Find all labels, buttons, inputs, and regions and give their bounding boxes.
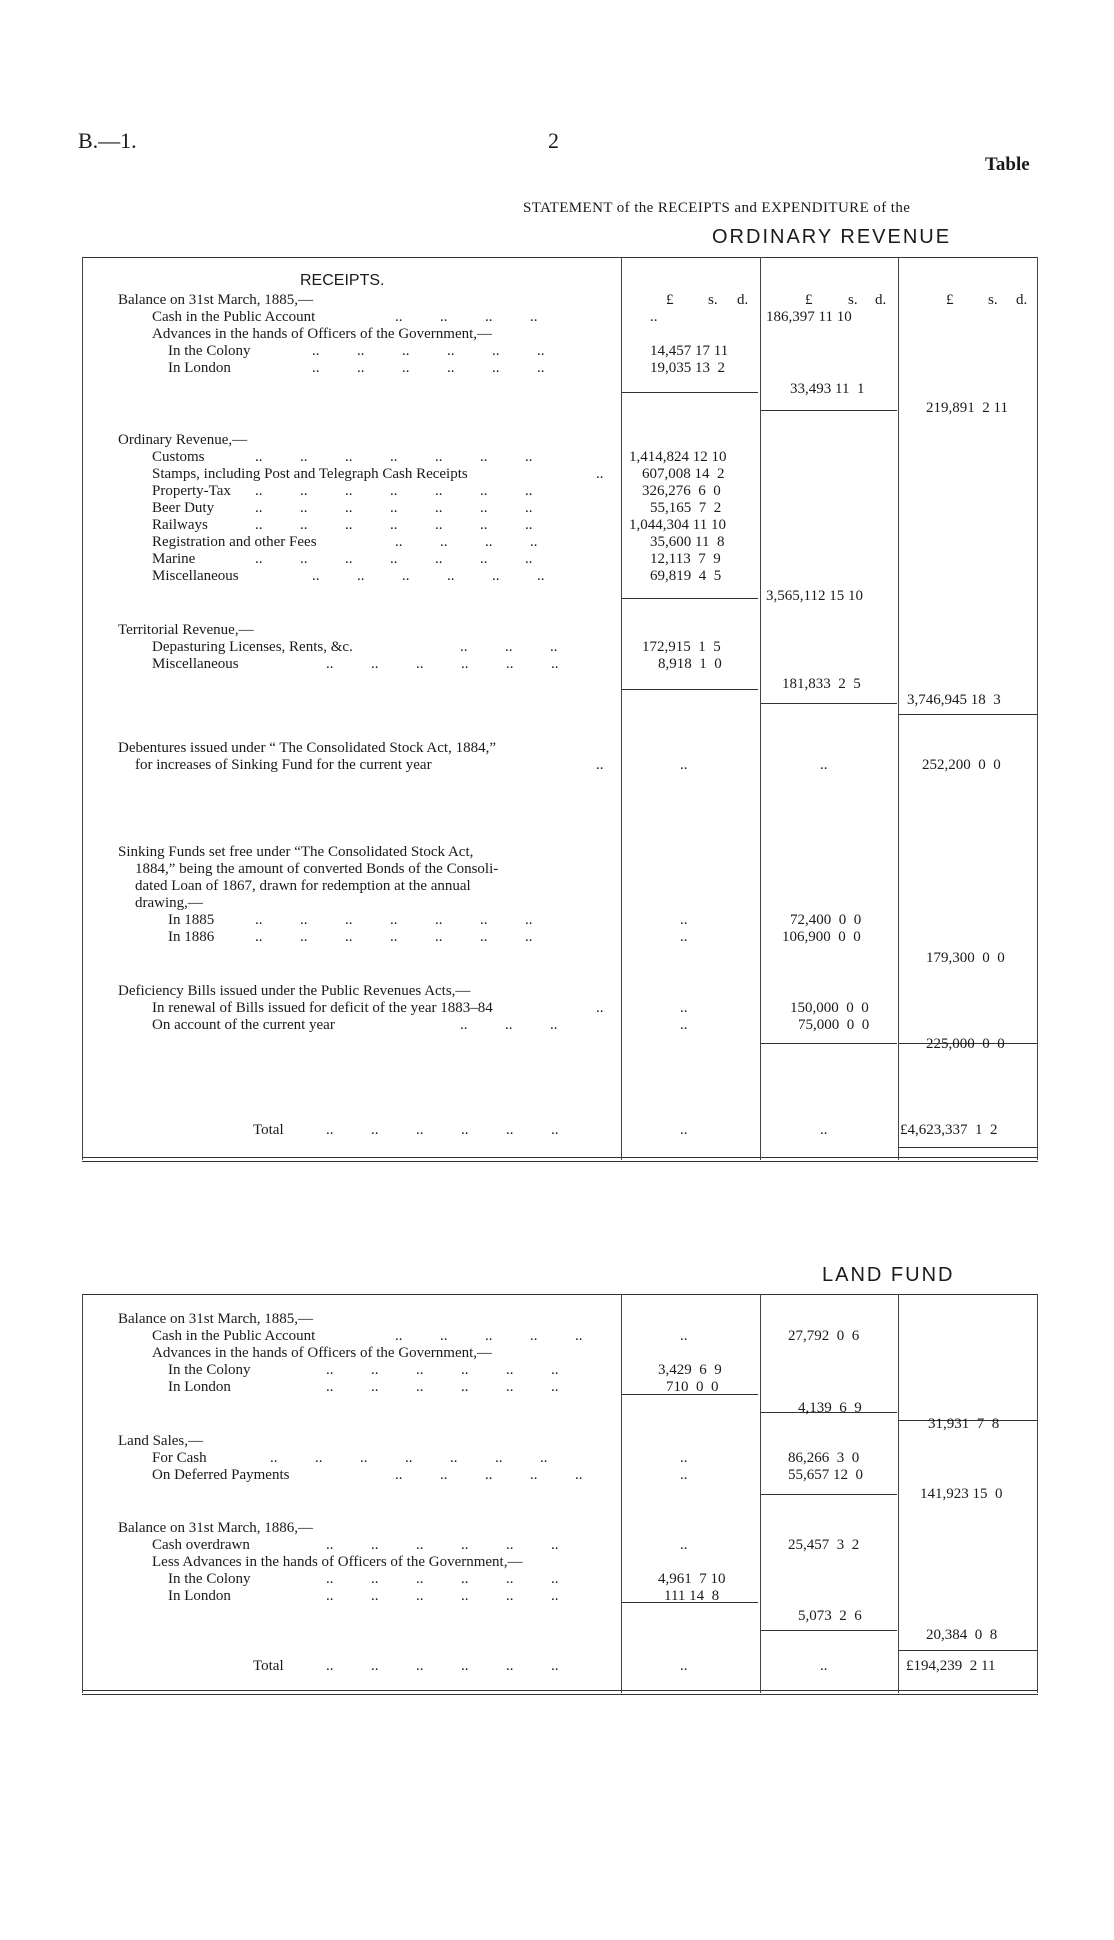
- empty-marker: ..: [680, 1537, 688, 1553]
- balance-total: 31,931 7 8: [928, 1416, 1000, 1432]
- territorial-item-amount: 8,918 1 0: [658, 656, 722, 672]
- balance-1886-total: 20,384 0 8: [926, 1627, 998, 1643]
- revenue-item-amount: 326,276 6 0: [642, 483, 721, 499]
- in-london-amount: 111 14 8: [664, 1588, 720, 1604]
- advances-heading: Advances in the hands of Officers of the Government,—: [152, 1345, 493, 1361]
- pound-head: £: [946, 292, 954, 308]
- shilling-head: s.: [848, 292, 858, 308]
- sinking-line: Sinking Funds set free under “The Consolidated Stock Act,: [118, 844, 474, 860]
- debentures-line-2: for increases of Sinking Fund for the current year: [135, 757, 432, 773]
- table-bottom-rule: [82, 1690, 1038, 1695]
- subtotal-rule: [761, 703, 897, 704]
- leader-dots: .. .. .. .. .. ..: [326, 1571, 559, 1587]
- in-colony-label: In the Colony: [168, 1571, 251, 1587]
- column-rule: [82, 1294, 83, 1693]
- leader-dots: .. .. .. .. .. ..: [326, 656, 559, 672]
- total-rule: [899, 1147, 1037, 1148]
- empty-marker: ..: [680, 1658, 688, 1674]
- leader-dots: .. .. .. .. .. .. ..: [255, 551, 533, 567]
- column-rule: [898, 257, 899, 1160]
- in-colony-label: In the Colony: [168, 343, 251, 359]
- sinking-total: 179,300 0 0: [926, 950, 1005, 966]
- balance-total: 219,891 2 11: [926, 400, 1008, 416]
- empty-marker: ..: [650, 309, 658, 325]
- sinking-line: 1884,” being the amount of converted Bonds of the Consoli-: [135, 861, 499, 877]
- territorial-item-label: Miscellaneous: [152, 656, 239, 672]
- leader-dots: .. .. .. .. .. ..: [312, 343, 545, 359]
- document-reference: B.—1.: [78, 128, 137, 153]
- revenue-item-label: Stamps, including Post and Telegraph Cash Receipts: [152, 466, 468, 482]
- pence-head: d.: [737, 292, 749, 308]
- empty-marker: ..: [820, 1122, 828, 1138]
- revenue-item-amount: 12,113 7 9: [650, 551, 721, 567]
- cash-overdrawn-amount: 25,457 3 2: [788, 1537, 860, 1553]
- renewal-label: In renewal of Bills issued for deficit of the year 1883–84: [152, 1000, 493, 1016]
- in-colony-amount: 14,457 17 11: [650, 343, 729, 359]
- deficiency-total: 225,000 0 0: [926, 1036, 1005, 1052]
- grand-total: £4,623,337 1 2: [900, 1122, 998, 1138]
- sales-total: 141,923 15 0: [920, 1486, 1003, 1502]
- year-1885-label: In 1885: [168, 912, 215, 928]
- column-rule: [621, 1294, 622, 1693]
- in-colony-amount: 4,961 7 10: [658, 1571, 726, 1587]
- year-1885-amount: 72,400 0 0: [790, 912, 862, 928]
- empty-marker: ..: [680, 1000, 688, 1016]
- statement-title: STATEMENT of the RECEIPTS and EXPENDITURE of the: [523, 200, 911, 216]
- in-london-label: In London: [168, 1379, 231, 1395]
- leader-dots: .. .. .. .. ..: [395, 1467, 583, 1483]
- empty-marker: ..: [820, 1658, 828, 1674]
- leader-dots: .. .. .. .. .. .. ..: [255, 500, 533, 516]
- revenue-item-label: Registration and other Fees: [152, 534, 317, 550]
- grand-total: £194,239 2 11: [906, 1658, 996, 1674]
- leader-dots: .. .. ..: [460, 1017, 558, 1033]
- revenue-item-label: Customs: [152, 449, 205, 465]
- leader-dots: .. .. .. .. .. ..: [326, 1537, 559, 1553]
- revenue-item-label: Miscellaneous: [152, 568, 239, 584]
- table-top-rule: [82, 257, 1038, 258]
- advances-subtotal: 4,139 6 9: [798, 1400, 862, 1416]
- in-london-amount: 710 0 0: [666, 1379, 719, 1395]
- revenue-item-label: Marine: [152, 551, 196, 567]
- leader-dots: .. .. .. .. .. ..: [326, 1122, 559, 1138]
- subtotal-rule: [622, 598, 758, 599]
- total-label: Total: [253, 1122, 284, 1138]
- column-rule: [1037, 1294, 1038, 1693]
- leader-dots: .. .. .. .. .. .. ..: [255, 449, 533, 465]
- total-label: Total: [253, 1658, 284, 1674]
- page-number: 2: [548, 128, 559, 153]
- empty-marker: ..: [680, 912, 688, 928]
- pound-head: £: [805, 292, 813, 308]
- in-london-label: In London: [168, 1588, 231, 1604]
- table-bottom-rule: [82, 1157, 1038, 1162]
- less-advances-heading: Less Advances in the hands of Officers of the Government,—: [152, 1554, 523, 1570]
- revenue-item-amount: 1,044,304 11 10: [629, 517, 726, 533]
- deficiency-heading: Deficiency Bills issued under the Public Revenues Acts,—: [118, 983, 471, 999]
- leader-dots: ..: [596, 757, 604, 773]
- for-cash-label: For Cash: [152, 1450, 207, 1466]
- ordinary-revenue-heading: Ordinary Revenue,—: [118, 432, 248, 448]
- cash-public-amount: 27,792 0 6: [788, 1328, 860, 1344]
- revenue-subtotal: 3,565,112 15 10: [766, 588, 863, 604]
- subtotal-rule: [899, 714, 1037, 715]
- current-year-label: On account of the current year: [152, 1017, 335, 1033]
- subtotal-rule: [761, 1494, 897, 1495]
- current-year-amount: 75,000 0 0: [798, 1017, 870, 1033]
- leader-dots: .. .. .. ..: [395, 534, 538, 550]
- balance-heading: Balance on 31st March, 1885,—: [118, 1311, 313, 1327]
- column-rule: [1037, 257, 1038, 1160]
- subtotal-rule: [761, 1630, 897, 1631]
- leader-dots: .. .. .. .. .. .. ..: [255, 517, 533, 533]
- for-cash-amount: 86,266 3 0: [788, 1450, 860, 1466]
- revenue-total: 3,746,945 18 3: [907, 692, 1001, 708]
- year-1886-label: In 1886: [168, 929, 215, 945]
- leader-dots: .. .. .. .. .. .. ..: [255, 929, 533, 945]
- subtotal-rule: [622, 392, 758, 393]
- territorial-item-label: Depasturing Licenses, Rents, &c.: [152, 639, 353, 655]
- territorial-subtotal: 181,833 2 5: [782, 676, 861, 692]
- leader-dots: .. .. .. .. .. ..: [312, 568, 545, 584]
- table-top-rule: [82, 1294, 1038, 1295]
- empty-marker: ..: [680, 929, 688, 945]
- in-london-amount: 19,035 13 2: [650, 360, 725, 376]
- revenue-item-label: Beer Duty: [152, 500, 215, 516]
- leader-dots: .. .. .. .. .. .. ..: [255, 483, 533, 499]
- less-advances-subtotal: 5,073 2 6: [798, 1608, 862, 1624]
- empty-marker: ..: [680, 1467, 688, 1483]
- leader-dots: ..: [596, 466, 604, 482]
- shilling-head: s.: [708, 292, 718, 308]
- subtotal-rule: [899, 1650, 1037, 1651]
- revenue-item-amount: 55,165 7 2: [650, 500, 722, 516]
- cash-public-amount: 186,397 11 10: [766, 309, 852, 325]
- revenue-item-amount: 607,008 14 2: [642, 466, 725, 482]
- balance-heading: Balance on 31st March, 1885,—: [118, 292, 313, 308]
- sinking-line: drawing,—: [135, 895, 203, 911]
- pence-head: d.: [1016, 292, 1028, 308]
- revenue-item-amount: 1,414,824 12 10: [629, 449, 727, 465]
- in-colony-amount: 3,429 6 9: [658, 1362, 722, 1378]
- column-rule: [898, 1294, 899, 1693]
- leader-dots: .. .. ..: [460, 639, 558, 655]
- leader-dots: .. .. .. .. .. ..: [326, 1362, 559, 1378]
- subtotal-rule: [761, 1043, 897, 1044]
- column-rule: [760, 257, 761, 1160]
- leader-dots: .. .. .. .. .. .. ..: [270, 1450, 548, 1466]
- empty-marker: ..: [680, 1450, 688, 1466]
- revenue-item-label: Property-Tax: [152, 483, 231, 499]
- year-1886-amount: 106,900 0 0: [782, 929, 861, 945]
- leader-dots: .. .. .. .. .. .. ..: [255, 912, 533, 928]
- advances-subtotal: 33,493 11 1: [790, 381, 865, 397]
- deferred-amount: 55,657 12 0: [788, 1467, 863, 1483]
- leader-dots: .. .. .. .. .. ..: [326, 1588, 559, 1604]
- renewal-amount: 150,000 0 0: [790, 1000, 869, 1016]
- cash-public-label: Cash in the Public Account: [152, 1328, 316, 1344]
- balance-1886-heading: Balance on 31st March, 1886,—: [118, 1520, 313, 1536]
- empty-marker: ..: [680, 1017, 688, 1033]
- territorial-heading: Territorial Revenue,—: [118, 622, 254, 638]
- sinking-line: dated Loan of 1867, drawn for redemption at the annual: [135, 878, 471, 894]
- revenue-item-label: Railways: [152, 517, 208, 533]
- empty-marker: ..: [680, 1328, 688, 1344]
- debentures-amount: 252,200 0 0: [922, 757, 1001, 773]
- in-london-label: In London: [168, 360, 231, 376]
- empty-marker: ..: [680, 757, 688, 773]
- cash-overdrawn-label: Cash overdrawn: [152, 1537, 250, 1553]
- pound-head: £: [666, 292, 674, 308]
- leader-dots: ..: [596, 1000, 604, 1016]
- pence-head: d.: [875, 292, 887, 308]
- empty-marker: ..: [680, 1122, 688, 1138]
- leader-dots: .. .. .. .. .. ..: [326, 1379, 559, 1395]
- cash-public-label: Cash in the Public Account: [152, 309, 316, 325]
- advances-heading: Advances in the hands of Officers of the Government,—: [152, 326, 493, 342]
- shilling-head: s.: [988, 292, 998, 308]
- revenue-item-amount: 35,600 11 8: [650, 534, 725, 550]
- subtotal-rule: [761, 410, 897, 411]
- leader-dots: .. .. .. .. .. ..: [326, 1658, 559, 1674]
- leader-dots: .. .. .. .. ..: [395, 1328, 583, 1344]
- receipts-heading: RECEIPTS.: [300, 272, 385, 289]
- leader-dots: .. .. .. ..: [395, 309, 538, 325]
- territorial-item-amount: 172,915 1 5: [642, 639, 721, 655]
- subtotal-rule: [622, 689, 758, 690]
- leader-dots: .. .. .. .. .. ..: [312, 360, 545, 376]
- empty-marker: ..: [820, 757, 828, 773]
- revenue-item-amount: 69,819 4 5: [650, 568, 722, 584]
- debentures-line-1: Debentures issued under “ The Consolidated Stock Act, 1884,”: [118, 740, 496, 756]
- land-sales-heading: Land Sales,—: [118, 1433, 203, 1449]
- in-colony-label: In the Colony: [168, 1362, 251, 1378]
- table-label: Table: [985, 154, 1030, 175]
- ordinary-revenue-title: ORDINARY REVENUE: [712, 226, 952, 248]
- land-fund-title: LAND FUND: [822, 1264, 955, 1286]
- deferred-label: On Deferred Payments: [152, 1467, 290, 1483]
- column-rule: [82, 257, 83, 1160]
